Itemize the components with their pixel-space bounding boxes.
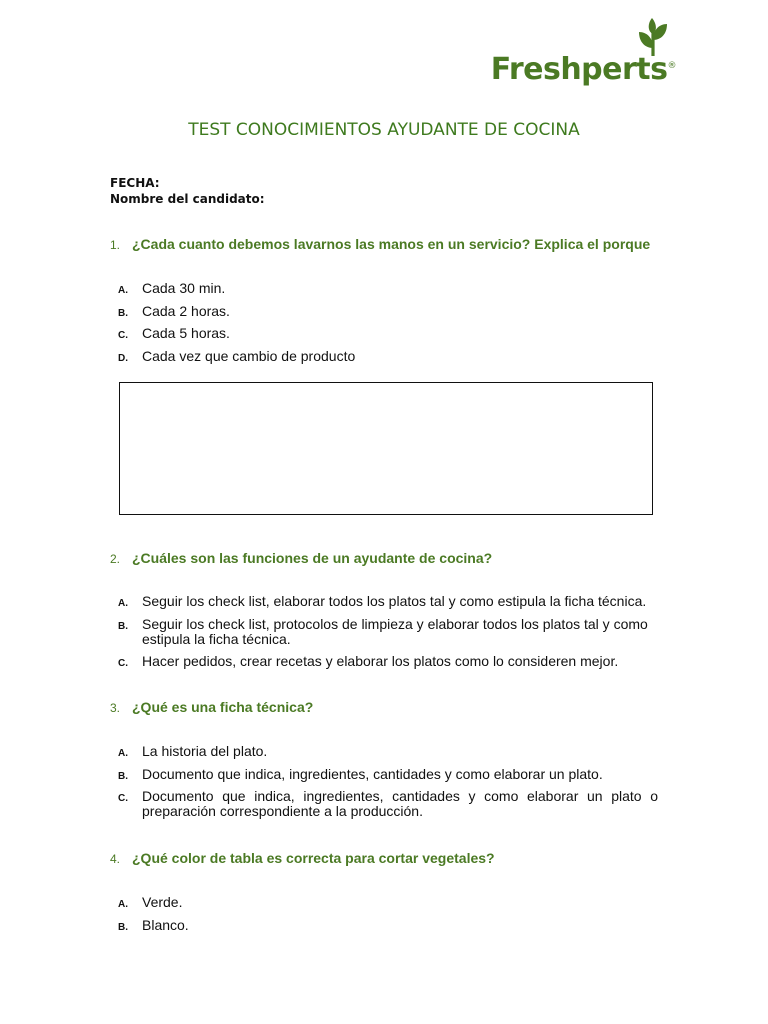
option-item: A. La historia del plato. xyxy=(118,743,268,759)
fecha-label: FECHA: xyxy=(110,176,160,190)
option-item: C. Hacer pedidos, crear recetas y elaborar los platos como lo consideren mejor. xyxy=(118,653,619,669)
question-text: ¿Qué color de tabla es correcta para cortar vegetales? xyxy=(132,850,495,866)
question-text: ¿Cuáles son las funciones de un ayudante de cocina? xyxy=(132,550,493,566)
option-item: B. Cada 2 horas. xyxy=(118,302,230,319)
question-number: 4. xyxy=(110,852,121,866)
question-4-options xyxy=(118,895,658,940)
question-3-options xyxy=(118,744,658,827)
question-4 xyxy=(110,850,670,866)
option-item: D. Cada vez que cambio de producto xyxy=(118,347,356,364)
question-number: 3. xyxy=(110,701,121,715)
option-item: A. Cada 30 min. xyxy=(118,280,226,296)
freshperts-logo xyxy=(490,18,676,90)
question-3 xyxy=(110,699,670,715)
sprout-icon xyxy=(636,18,670,56)
option-item: A. Seguir los check list, elaborar todos los platos tal y como estipula la ficha técnica. xyxy=(118,593,647,609)
question-2-options xyxy=(118,594,658,677)
page-title: TEST CONOCIMIENTOS AYUDANTE DE COCINA xyxy=(188,120,580,140)
question-1-options xyxy=(118,281,658,371)
option-item: A. Verde. xyxy=(118,894,183,910)
question-text: ¿Qué es una ficha técnica? xyxy=(132,699,314,715)
question-number: 2. xyxy=(110,552,121,566)
nombre-label: Nombre del candidato: xyxy=(110,192,265,206)
option-item: C. Documento que indica, ingredientes, cantidades y como elaborar un plato o preparación correspondiente a la producción. xyxy=(118,788,658,819)
candidate-meta xyxy=(110,175,265,207)
option-item: B. Blanco. xyxy=(118,916,189,933)
option-item: B. Seguir los check list, protocolos de limpieza y elaborar todos los platos tal y como estipula la ficha técnica. xyxy=(118,615,648,647)
option-item: C. Cada 5 horas. xyxy=(118,325,230,341)
question-number: 1. xyxy=(110,238,121,252)
question-text: ¿Cada cuanto debemos lavarnos las manos en un servicio? Explica el porque xyxy=(132,236,651,252)
question-2 xyxy=(110,550,670,566)
answer-box[interactable] xyxy=(119,382,653,515)
brand-wordmark: Freshperts® xyxy=(490,52,676,87)
question-1 xyxy=(110,236,670,252)
option-item: B. Documento que indica, ingredientes, cantidades y como elaborar un plato. xyxy=(118,765,603,782)
